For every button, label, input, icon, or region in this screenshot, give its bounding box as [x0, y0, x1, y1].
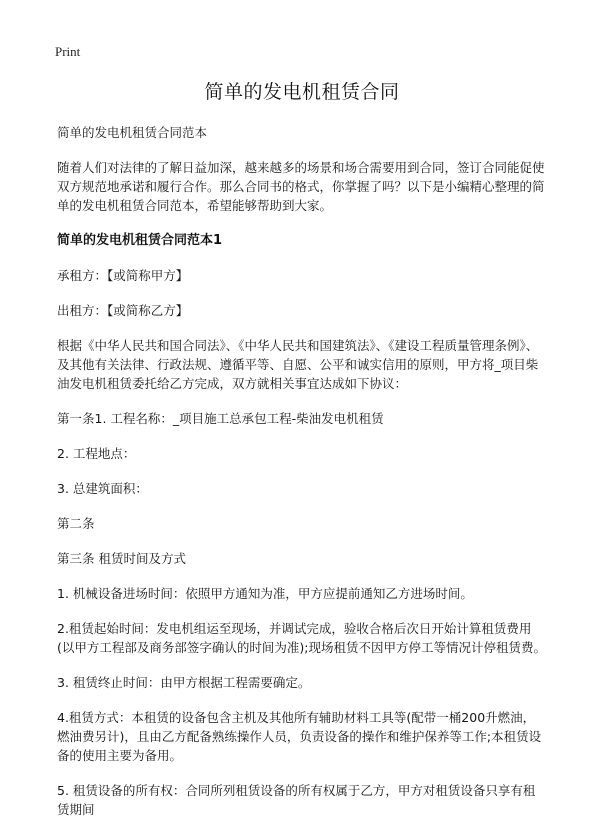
document-body — [57, 78, 547, 835]
paragraph-entry-time: 1. 机械设备进场时间：依照甲方通知为准，甲方应提前通知乙方进场时间。 — [57, 586, 473, 601]
paragraph-lease-method: 4.租赁方式：本租赁的设备包含主机及其他所有辅助材料工具等(配带一桶200升燃油，燃油费另计)，且由乙方配备熟练操作人员，负责设备的操作和维护保养等工作;本租赁设备的使用主要为备用。 — [57, 710, 542, 763]
paragraph-basis: 根据《中华人民共和国合同法》、《中华人民共和国建筑法》、《建设工程质量管理条例》、及其他有关法律、行政法规、遵循平等、自愿、公平和诚实信用的原则，甲方将_项目柴油发电机租赁委托给乙方完成，双方就相关事宜达成如下协议： — [57, 338, 539, 391]
paragraph-lessee: 承租方：【或简称甲方】 — [57, 268, 189, 283]
section-heading: 简单的发电机租赁合同范本1 — [57, 233, 223, 248]
print-link[interactable]: Print — [55, 44, 81, 59]
paragraph-ownership: 5. 租赁设备的所有权：合同所列租赁设备的所有权属于乙方，甲方对租赁设备只享有租赁期间 — [57, 783, 536, 817]
paragraph-area: 3. 总建筑面积： — [57, 481, 148, 496]
intro-paragraph: 随着人们对法律的了解日益加深，越来越多的场景和场合需要用到合同，签订合同能促使双方规范地承诺和履行合作。那么合同书的格式，你掌握了吗？以下是小编精心整理的简单的发电机租赁合同范本，希望能够帮助到大家。 — [57, 160, 545, 213]
paragraph-article-3: 第三条 租赁时间及方式 — [57, 551, 186, 566]
document-subtitle: 简单的发电机租赁合同范本 — [57, 125, 208, 140]
paragraph-end-time: 3. 租赁终止时间：由甲方根据工程需要确定。 — [57, 675, 311, 690]
paragraph-article-1: 第一条1. 工程名称：_项目施工总承包工程-柴油发电机租赁 — [57, 411, 384, 426]
paragraph-lessor: 出租方：【或简称乙方】 — [57, 303, 189, 318]
document-title: 简单的发电机租赁合同 — [204, 81, 400, 103]
paragraph-location: 2. 工程地点： — [57, 446, 136, 461]
paragraph-start-time: 2.租赁起始时间：发电机组运至现场，并调试完成，验收合格后次日开始计算租赁费用(以甲方工程部及商务部签字确认的时间为准);现场租赁不因甲方停工等情况计停租赁费。 — [57, 621, 546, 655]
paragraph-article-2: 第二条 — [57, 516, 95, 531]
